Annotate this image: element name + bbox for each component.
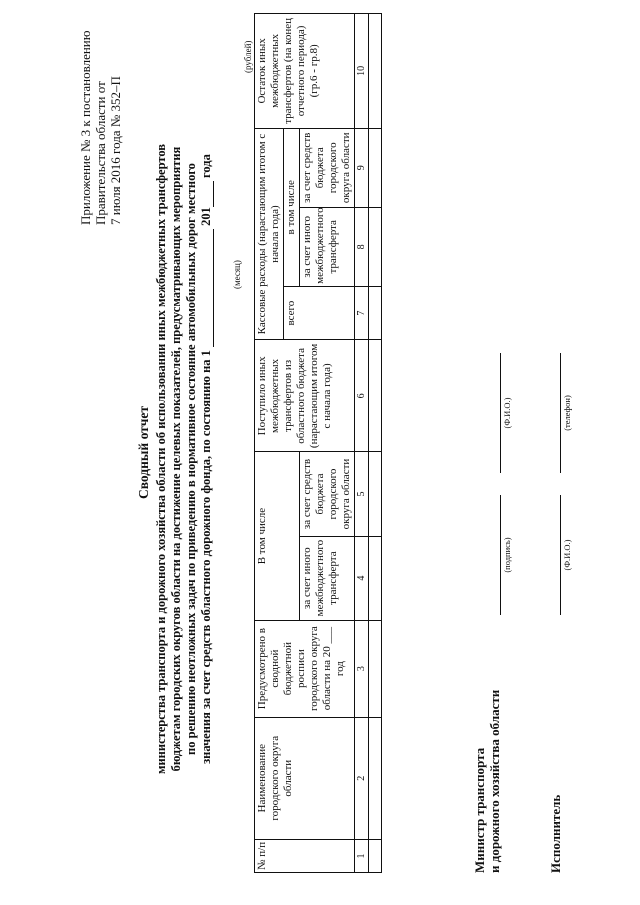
approval-line-3: 7 июля 2016 года № 352–П — [108, 76, 123, 225]
header-cash-expenses: Кассовые расходы (нарастающим итогом с начала года) — [255, 128, 284, 340]
column-number: 8 — [355, 207, 369, 286]
column-number: 7 — [355, 286, 369, 340]
column-number: 6 — [355, 340, 369, 452]
subtitle-date-prefix: значения за счет средств областного дорожного фонда, по состоянию на 1 — [199, 350, 213, 764]
header-planned: Предусмотрено в сводной бюджетной росписи городского округа области на 20 ___ год — [255, 620, 355, 717]
header-district-name: Наименование городского округа области — [255, 717, 355, 839]
empty-cell — [369, 452, 382, 536]
report-title: Сводный отчет — [136, 405, 151, 500]
header-cash-local-budget: за счет средств бюджета городского округа области — [300, 128, 355, 207]
year-blank — [213, 181, 214, 207]
report-subtitle — [154, 109, 214, 809]
empty-cell — [369, 14, 382, 129]
minister-line-2: и дорожного хозяйства области — [487, 689, 502, 873]
executor-name-line: (Ф.И.О.) — [560, 495, 572, 615]
subtitle-line-3: по решению неотложных задач по приведению в нормативное состояние автомобильных дорог местного — [184, 163, 198, 755]
header-cash-including: в том числе — [284, 128, 300, 286]
header-cash-total: всего — [284, 286, 355, 340]
column-number-row — [355, 14, 369, 873]
column-number: 5 — [355, 452, 369, 536]
empty-cell — [369, 536, 382, 620]
column-number: 1 — [355, 839, 369, 872]
header-cash-transfer: за счет иного межбюджетного трансферта — [300, 207, 355, 286]
subtitle-year-suffix: года — [199, 154, 213, 178]
empty-data-row — [369, 14, 382, 873]
column-number: 10 — [355, 14, 369, 129]
header-including: В том числе — [255, 452, 300, 620]
minister-label — [472, 690, 502, 873]
empty-cell — [369, 839, 382, 872]
header-incl-local-budget: за счет средств бюджета городского округа области — [300, 452, 355, 536]
header-number: № п/п — [255, 839, 355, 872]
column-number: 9 — [355, 128, 369, 207]
empty-cell — [369, 207, 382, 286]
empty-cell — [369, 128, 382, 207]
subtitle-line-1: министерства транспорта и дорожного хозяйства области об использовании иных межбюджетных трансфертов — [154, 143, 168, 775]
empty-cell — [369, 340, 382, 452]
executor-label: Исполнитель — [548, 794, 563, 873]
approval-line-1: Приложение № 3 к постановлению — [78, 30, 93, 225]
column-number: 2 — [355, 717, 369, 839]
executor-phone-line: (телефон) — [560, 353, 572, 473]
minister-name-line: (Ф.И.О.) — [500, 353, 512, 473]
approval-note — [78, 5, 123, 225]
empty-cell — [369, 717, 382, 839]
column-number: 3 — [355, 620, 369, 717]
subtitle-year-prefix: 201 — [199, 207, 213, 226]
empty-cell — [369, 286, 382, 340]
subtitle-line-2: бюджетам городских округов области на достижение целевых показателей, предусматривающих мероприятия — [169, 146, 183, 772]
approval-line-2: Правительства области от — [93, 81, 108, 225]
header-received: Поступило иных межбюджетных трансфертов из областного бюджета (нарастающим итогом с начала года) — [255, 340, 355, 452]
report-table — [254, 13, 382, 873]
header-incl-transfer: за счет иного межбюджетного трансферта — [300, 536, 355, 620]
minister-line-1: Министр транспорта — [472, 747, 487, 873]
month-blank — [213, 229, 214, 347]
header-balance: Остаток иных межбюджетных трансфертов (на конец отчетного периода) (гр.6 - гр.8) — [255, 14, 355, 129]
empty-cell — [369, 620, 382, 717]
minister-signature-line: (подпись) — [500, 495, 512, 615]
currency-caption: (рублей) — [243, 40, 253, 73]
subtitle-line-4 — [199, 109, 214, 809]
column-number: 4 — [355, 536, 369, 620]
month-caption: (месяц) — [232, 260, 242, 289]
